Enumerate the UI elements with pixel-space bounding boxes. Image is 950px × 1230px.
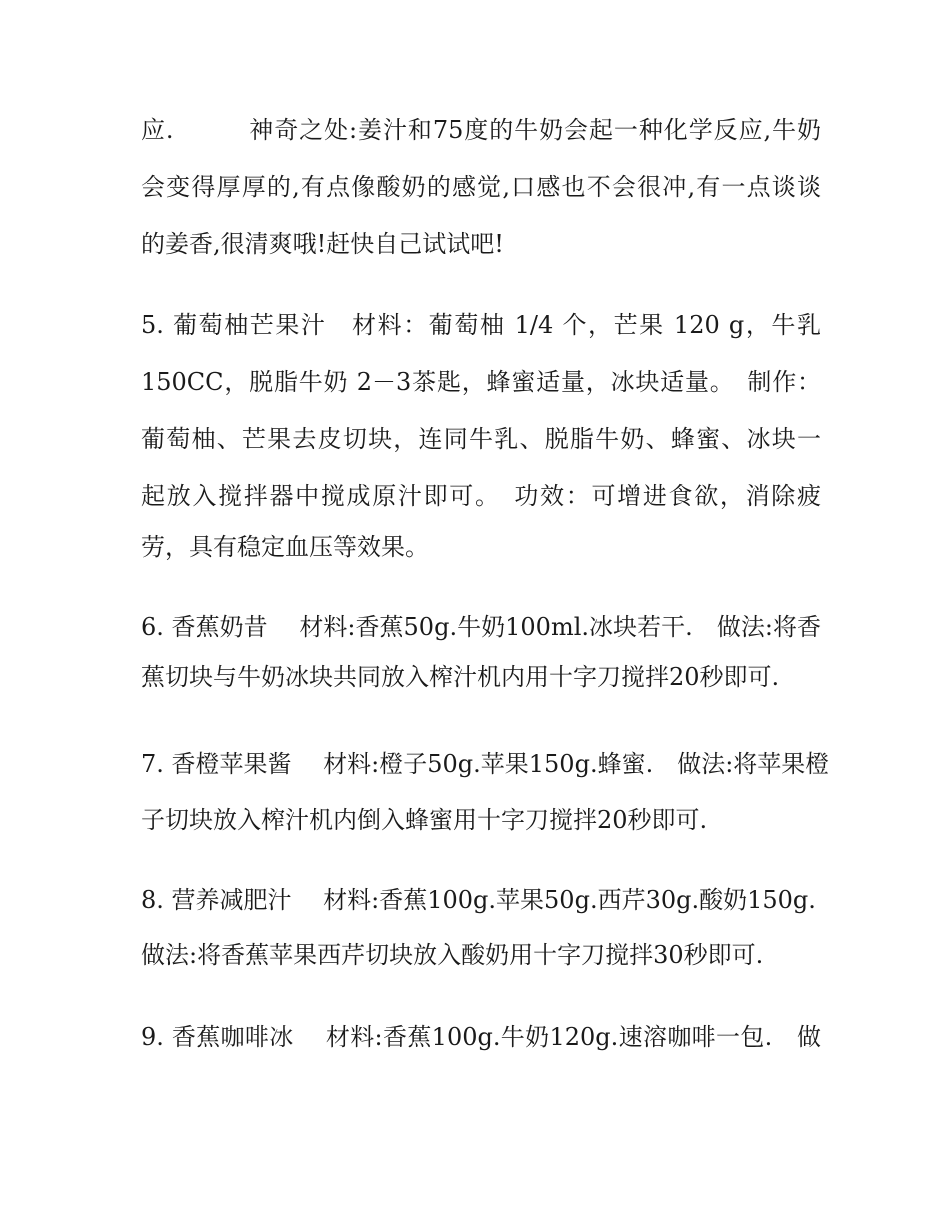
text-line: 劳，具有稳定血压等效果。 xyxy=(141,533,429,561)
text-line: 5. 葡萄柚芒果汁 材料：葡萄柚 1/4 个，芒果 120 g，牛乳 xyxy=(141,311,821,339)
text-line: 150CC，脱脂牛奶 2－3茶匙，蜂蜜适量，冰块适量。 制作： xyxy=(141,368,821,396)
text-line: 6. 香蕉奶昔 材料:香蕉50g.牛奶100ml.冰块若干. 做法:将香 xyxy=(141,613,821,641)
text-line: 做法:将香蕉苹果西芹切块放入酸奶用十字刀搅拌30秒即可. xyxy=(141,941,764,969)
text-line: 9. 香蕉咖啡冰 材料:香蕉100g.牛奶120g.速溶咖啡一包. 做 xyxy=(141,1023,821,1051)
text-line: 起放入搅拌器中搅成原汁即可。 功效：可增进食欲，消除疲 xyxy=(141,482,821,510)
text-line: 会变得厚厚的,有点像酸奶的感觉,口感也不会很冲,有一点谈谈 xyxy=(141,173,821,201)
text-line: 葡萄柚、芒果去皮切块，连同牛乳、脱脂牛奶、蜂蜜、冰块一 xyxy=(141,425,821,453)
text-line: 的姜香,很清爽哦!赶快自己试试吧! xyxy=(141,230,504,258)
text-line: 蕉切块与牛奶冰块共同放入榨汁机内用十字刀搅拌20秒即可. xyxy=(141,663,780,691)
text-line: 子切块放入榨汁机内倒入蜂蜜用十字刀搅拌20秒即可. xyxy=(141,806,708,834)
text-line: 7. 香橙苹果酱 材料:橙子50g.苹果150g.蜂蜜. 做法:将苹果橙 xyxy=(141,750,830,778)
text-line: 应. 神奇之处:姜汁和75度的牛奶会起一种化学反应,牛奶 xyxy=(141,116,821,144)
text-line: 8. 营养减肥汁 材料:香蕉100g.苹果50g.西芹30g.酸奶150g. xyxy=(141,886,816,914)
